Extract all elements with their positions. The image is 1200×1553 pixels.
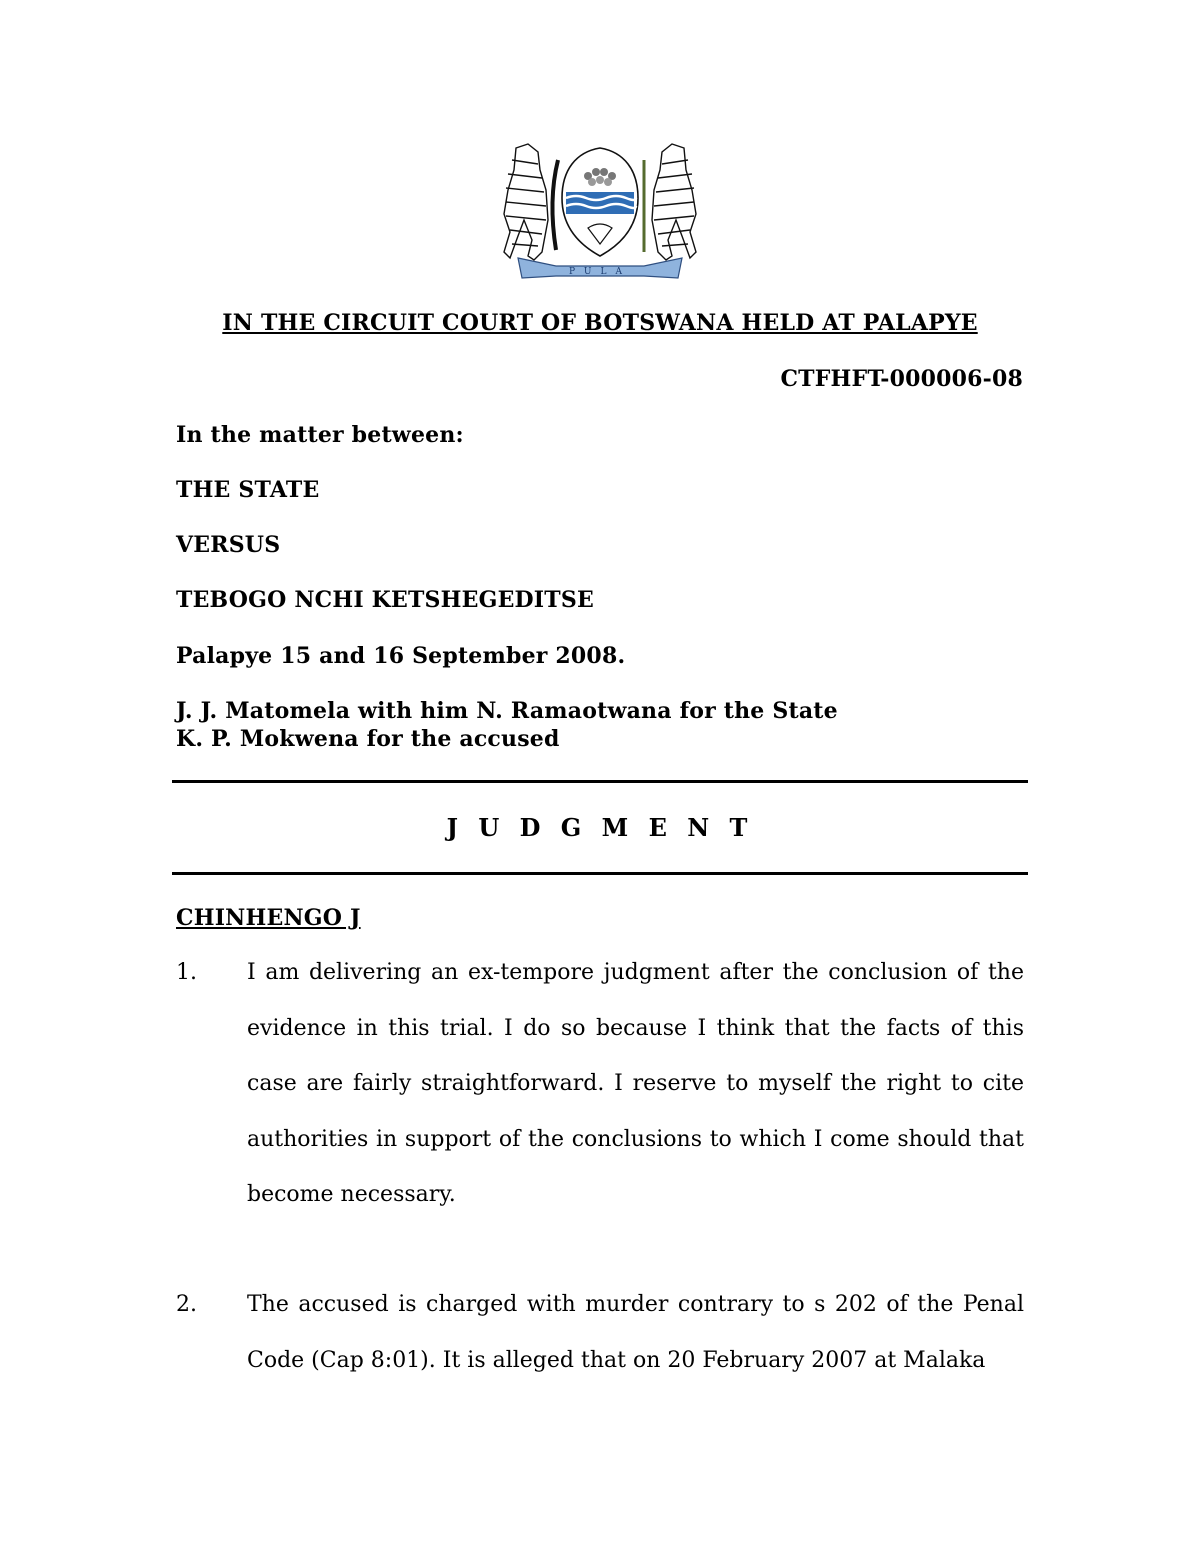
counsel-state: J. J. Matomela with him N. Ramaotwana for the State — [176, 698, 838, 724]
right-zebra-icon — [652, 144, 696, 260]
paragraph-text: I am delivering an ex-tempore judgment after the conclusion of the evidence in this trial. I do so because I think that the facts of this case are fairly straightforward. I reserve to myself the right to cite authorities in support of the conclusions to which I come should that become necessary. — [247, 960, 1024, 1207]
parties-intro: In the matter between: — [176, 422, 464, 448]
counsel-accused: K. P. Mokwena for the accused — [176, 726, 560, 752]
judgment-paragraph — [176, 1277, 1024, 1388]
hearing-place-date: Palapye 15 and 16 September 2008. — [176, 643, 626, 669]
paragraph-text: The accused is charged with murder contrary to s 202 of the Penal Code (Cap 8:01). It is alleged that on 20 February 2007 at Malaka — [247, 1292, 1024, 1373]
left-zebra-icon — [504, 144, 548, 260]
paragraph-number: 2. — [176, 1292, 197, 1317]
judgment-heading: J U D G M E N T — [446, 813, 754, 842]
divider-bottom — [172, 872, 1028, 875]
case-number: CTFHFT-000006-08 — [780, 366, 1023, 392]
tusk-icon — [552, 160, 558, 250]
judgment-paragraph — [176, 945, 1024, 1223]
paragraph-number: 1. — [176, 960, 197, 985]
judge-name: CHINHENGO J — [176, 905, 361, 931]
plaintiff-name: THE STATE — [176, 477, 320, 503]
versus-label: VERSUS — [176, 532, 281, 558]
court-title: IN THE CIRCUIT COURT OF BOTSWANA HELD AT PALAPYE — [222, 310, 978, 336]
divider-top — [172, 780, 1028, 783]
motto-text: PULA — [569, 267, 631, 277]
accused-name: TEBOGO NCHI KETSHEGEDITSE — [176, 587, 594, 613]
shield-icon — [562, 148, 638, 256]
coat-of-arms-icon — [498, 140, 702, 288]
